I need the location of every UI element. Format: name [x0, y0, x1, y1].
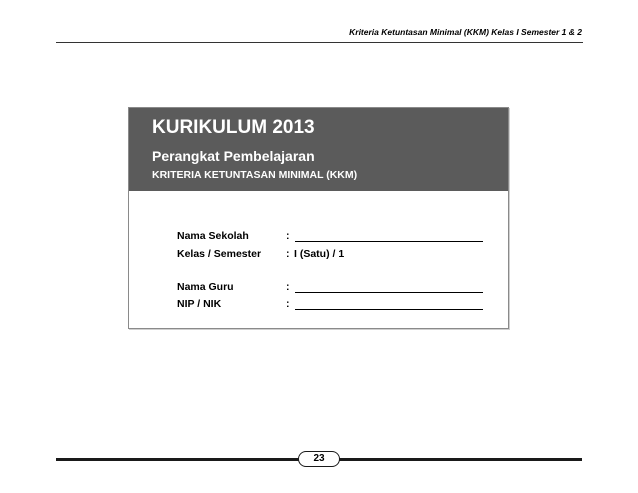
- cover-card: [128, 107, 509, 329]
- field-nip-label: NIP / NIK: [177, 298, 222, 310]
- field-teacher-blank-line[interactable]: [295, 292, 483, 293]
- field-school-label: Nama Sekolah: [177, 230, 249, 242]
- field-teacher-colon: :: [286, 281, 290, 293]
- cover-title: KURIKULUM 2013: [152, 117, 315, 138]
- header-divider: [56, 42, 583, 43]
- running-header: Kriteria Ketuntasan Minimal (KKM) Kelas I Semester 1 & 2: [349, 27, 582, 37]
- field-nip-colon: :: [286, 298, 290, 310]
- page-number-badge: 23: [298, 451, 340, 467]
- field-school-colon: :: [286, 230, 290, 242]
- cover-subtitle: Perangkat Pembelajaran: [152, 148, 315, 164]
- field-school-blank-line[interactable]: [295, 241, 483, 242]
- field-class-semester-value: I (Satu) / 1: [294, 248, 345, 260]
- field-nip-blank-line[interactable]: [295, 309, 483, 310]
- field-class-semester-colon: :: [286, 248, 290, 260]
- cover-doc-type: KRITERIA KETUNTASAN MINIMAL (KKM): [152, 169, 358, 181]
- field-teacher-label: Nama Guru: [177, 281, 234, 293]
- cover-banner: [129, 108, 508, 191]
- field-class-semester-label: Kelas / Semester: [177, 248, 262, 260]
